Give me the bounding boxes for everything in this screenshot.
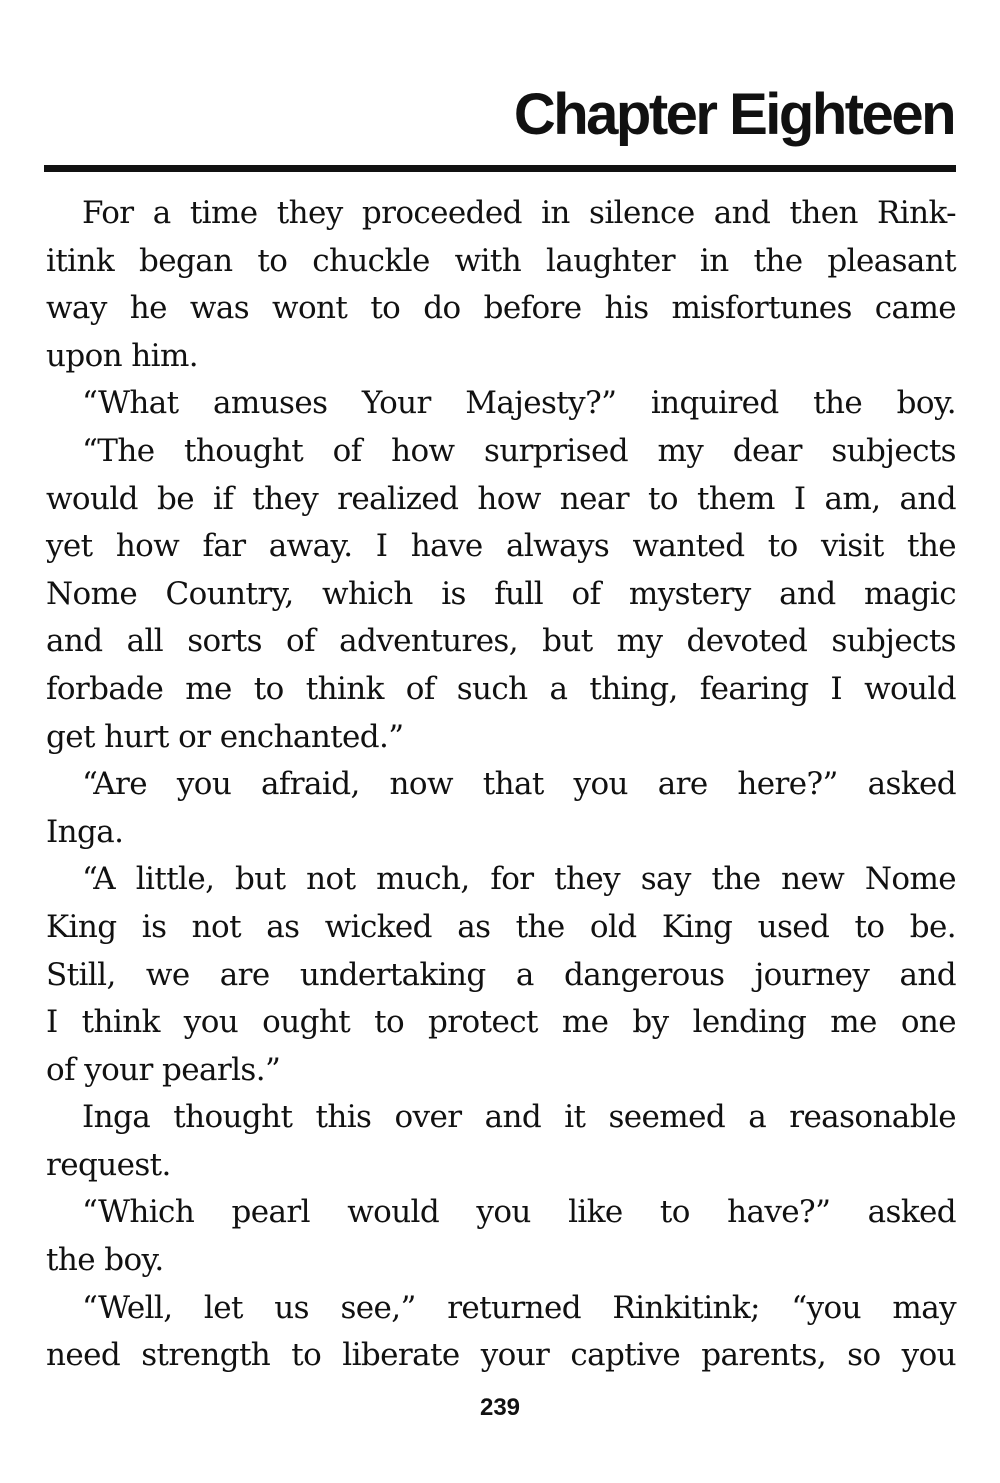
text-line: I think you ought to protect me by lending me one bbox=[46, 1004, 956, 1041]
text-line: the boy. bbox=[46, 1242, 164, 1279]
chapter-rule bbox=[44, 165, 956, 172]
text-line: itink began to chuckle with laughter in the pleasant bbox=[46, 242, 956, 279]
body-text bbox=[46, 190, 956, 1380]
text-line: Still, we are undertaking a dangerous journey and bbox=[46, 956, 956, 993]
text-line: Inga. bbox=[46, 813, 124, 850]
text-line: For a time they proceeded in silence and then Rink- bbox=[82, 195, 956, 231]
text-line: upon him. bbox=[46, 337, 199, 374]
text-line: need strength to liberate your captive parents, so you bbox=[46, 1337, 956, 1374]
text-line: “The thought of how surprised my dear subjects bbox=[82, 432, 956, 469]
text-line: “Which pearl would you like to have?” asked bbox=[82, 1194, 956, 1231]
text-line: “Are you afraid, now that you are here?” asked bbox=[82, 766, 956, 803]
text-line: King is not as wicked as the old King used to be. bbox=[46, 908, 956, 945]
text-line: “Well, let us see,” returned Rinkitink; “you may bbox=[82, 1289, 956, 1326]
text-line: request. bbox=[46, 1146, 171, 1183]
text-line: Inga thought this over and it seemed a reasonable bbox=[82, 1099, 956, 1136]
text-line: and all sorts of adventures, but my devoted subjects bbox=[46, 623, 956, 660]
text-line: Nome Country, which is full of mystery and magic bbox=[46, 575, 956, 612]
text-line: would be if they realized how near to them I am, and bbox=[46, 480, 956, 517]
text-line: way he was wont to do before his misfortunes came bbox=[46, 290, 956, 327]
text-line: yet how far away. I have always wanted to visit the bbox=[46, 528, 956, 565]
text-line: of your pearls.” bbox=[46, 1051, 281, 1088]
chapter-title: Chapter Eighteen bbox=[513, 82, 954, 147]
text-line: “A little, but not much, for they say the new Nome bbox=[82, 861, 956, 898]
text-line: forbade me to think of such a thing, fearing I would bbox=[46, 670, 956, 707]
text-line: get hurt or enchanted.” bbox=[46, 718, 404, 755]
page-number: 239 bbox=[479, 1394, 521, 1421]
text-line: “What amuses Your Majesty?” inquired the boy. bbox=[82, 385, 956, 422]
